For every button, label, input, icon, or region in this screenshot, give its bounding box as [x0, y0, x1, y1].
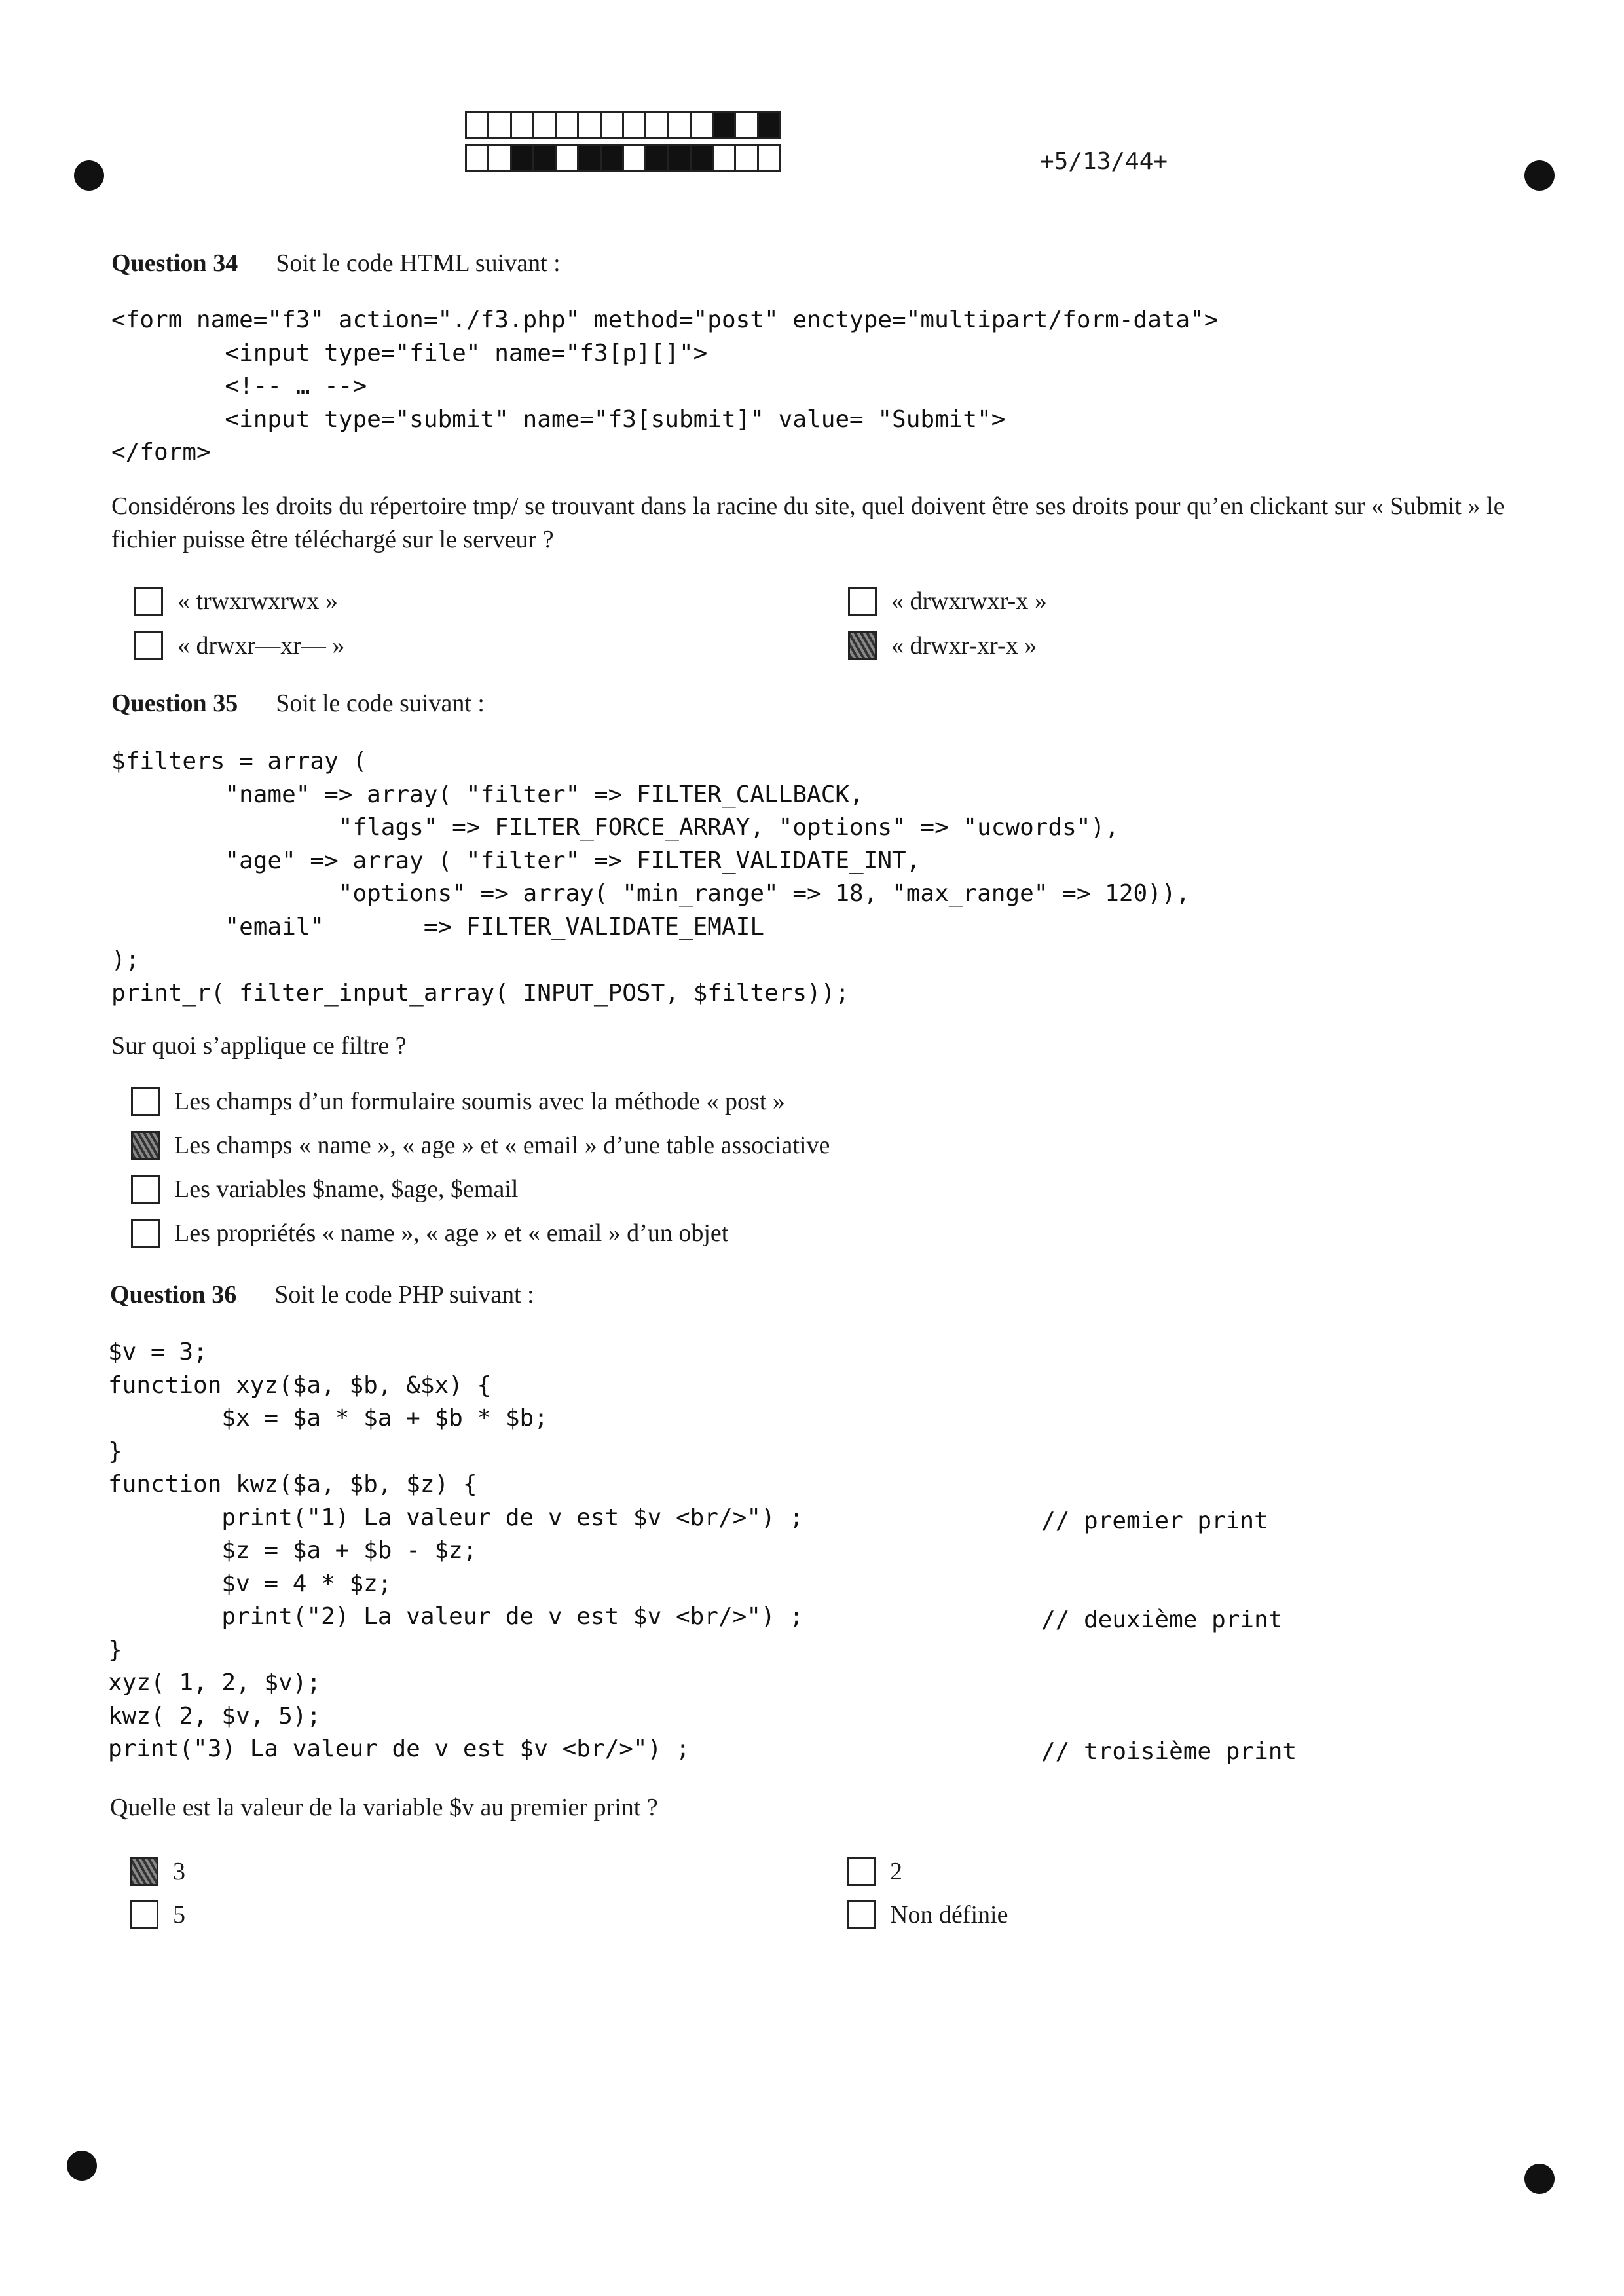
barcode-cell	[690, 111, 714, 139]
option-label: Les champs d’un formulaire soumis avec la méthode « post »	[174, 1088, 785, 1115]
q35-option-2[interactable]	[131, 1131, 830, 1160]
barcode-cell	[667, 144, 692, 172]
question-35-heading	[111, 689, 485, 718]
checkbox[interactable]	[131, 1219, 160, 1248]
registration-mark-top-right	[1524, 160, 1555, 191]
q36-option-2[interactable]	[847, 1857, 902, 1886]
barcode-cell	[712, 144, 736, 172]
question-intro: Soit le code PHP suivant :	[274, 1281, 534, 1308]
option-label: « drwxrwxr-x »	[891, 587, 1047, 615]
barcode-cell	[532, 111, 557, 139]
barcode-cell	[532, 144, 557, 172]
question-36-heading	[110, 1280, 534, 1309]
question-intro: Soit le code suivant :	[276, 690, 485, 717]
checkbox[interactable]	[131, 1131, 160, 1160]
barcode-cell	[555, 144, 579, 172]
question-36-code: $v = 3; function xyz($a, $b, &$x) { $x = $a * $a + $b * $b; } function kwz($a, $b, $z) { print("1) La valeur de v est $v <br/>") ; $z = $a + $b - $z; $v = 4 * $z; print("2) La valeur de v est $v <br/>") ; } xyz( 1, 2, $v); kwz( 2, $v, 5); print("3) La valeur de v est $v <br/>") ;	[108, 1339, 804, 1762]
option-label: 3	[173, 1858, 185, 1885]
barcode-cell	[690, 144, 714, 172]
barcode-cell	[487, 111, 511, 139]
question-35-text: Sur quoi s’applique ce filtre ?	[111, 1032, 407, 1060]
q34-option-4[interactable]	[848, 631, 1037, 660]
checkbox[interactable]	[847, 1900, 876, 1929]
barcode-cell	[555, 111, 579, 139]
question-number: Question 34	[111, 250, 238, 277]
checkbox[interactable]	[848, 587, 877, 616]
option-label: Les propriétés « name », « age » et « email » d’un objet	[174, 1219, 729, 1247]
question-intro: Soit le code HTML suivant :	[276, 250, 561, 277]
question-36-text: Quelle est la valeur de la variable $v au premier print ?	[110, 1794, 658, 1821]
barcode-cell	[577, 144, 601, 172]
q34-option-1[interactable]	[134, 587, 338, 616]
barcode-row-1	[465, 111, 779, 139]
barcode-cell	[622, 111, 646, 139]
checkbox[interactable]	[848, 631, 877, 660]
question-34-heading	[111, 249, 561, 278]
barcode-cell	[510, 111, 534, 139]
q35-option-4[interactable]	[131, 1219, 728, 1248]
option-label: « drwxr—xr— »	[177, 632, 345, 659]
registration-mark-top-left	[74, 160, 104, 191]
option-label: Non définie	[890, 1901, 1008, 1929]
q35-option-3[interactable]	[131, 1175, 518, 1204]
barcode-cell	[465, 111, 489, 139]
q34-option-2[interactable]	[848, 587, 1047, 616]
barcode-cell	[712, 111, 736, 139]
registration-mark-bottom-left	[67, 2151, 97, 2181]
checkbox[interactable]	[130, 1857, 158, 1886]
barcode-cell	[734, 144, 758, 172]
barcode-cell	[644, 144, 669, 172]
barcode-cell	[465, 144, 489, 172]
checkbox[interactable]	[134, 631, 163, 660]
code-comment-1: // premier print	[1041, 1508, 1268, 1534]
question-number: Question 35	[111, 690, 238, 717]
checkbox[interactable]	[130, 1900, 158, 1929]
barcode-cell	[734, 111, 758, 139]
checkbox[interactable]	[131, 1087, 160, 1116]
page-barcode	[465, 111, 779, 177]
option-label: « trwxrwxrwx »	[177, 587, 338, 615]
code-comment-3: // troisième print	[1041, 1738, 1297, 1765]
page-id: +5/13/44+	[1040, 148, 1168, 175]
barcode-cell	[757, 144, 781, 172]
barcode-cell	[577, 111, 601, 139]
barcode-cell	[600, 144, 624, 172]
barcode-cell	[487, 144, 511, 172]
option-label: Les variables $name, $age, $email	[174, 1176, 519, 1203]
option-label: « drwxr-xr-x »	[891, 632, 1037, 659]
barcode-row-2	[465, 144, 779, 172]
checkbox[interactable]	[134, 587, 163, 616]
barcode-cell	[622, 144, 646, 172]
barcode-cell	[600, 111, 624, 139]
q36-option-1[interactable]	[130, 1857, 185, 1886]
option-label: Les champs « name », « age » et « email » d’une table associative	[174, 1132, 830, 1159]
barcode-cell	[757, 111, 781, 139]
barcode-cell	[510, 144, 534, 172]
q34-option-3[interactable]	[134, 631, 344, 660]
q35-option-1[interactable]	[131, 1087, 785, 1116]
registration-mark-bottom-right	[1524, 2164, 1555, 2194]
barcode-cell	[667, 111, 692, 139]
checkbox[interactable]	[131, 1175, 160, 1204]
checkbox[interactable]	[847, 1857, 876, 1886]
code-comment-2: // deuxième print	[1041, 1606, 1283, 1633]
question-35-code: $filters = array ( "name" => array( "filter" => FILTER_CALLBACK, "flags" => FILTER_FORCE_ARRAY, "options" => "ucwords"), "age" => array ( "filter" => FILTER_VALIDATE_INT, "options" => array( "min_range" => 18, "max_range" => 120)), "email" => FILTER_VALIDATE_EMAIL ); print_r( filter_input_array( INPUT_POST, $filters));	[111, 748, 1190, 1007]
question-34-text: Considérons les droits du répertoire tmp/ se trouvant dans la racine du site, quel doivent être ses droits pour qu’en clickant sur « Submit » le fichier puisse être téléchargé sur le serveur ?	[111, 492, 1505, 553]
question-34-code: <form name="f3" action="./f3.php" method="post" enctype="multipart/form-data"> <input type="file" name="f3[p][]"> <!-- … --> <input type="submit" name="f3[submit]" value= "Submit"> </form>	[111, 306, 1219, 466]
option-label: 5	[173, 1901, 185, 1929]
barcode-cell	[644, 111, 669, 139]
q36-option-3[interactable]	[130, 1900, 185, 1929]
option-label: 2	[890, 1858, 902, 1885]
q36-option-4[interactable]	[847, 1900, 1008, 1929]
question-number: Question 36	[110, 1281, 237, 1308]
